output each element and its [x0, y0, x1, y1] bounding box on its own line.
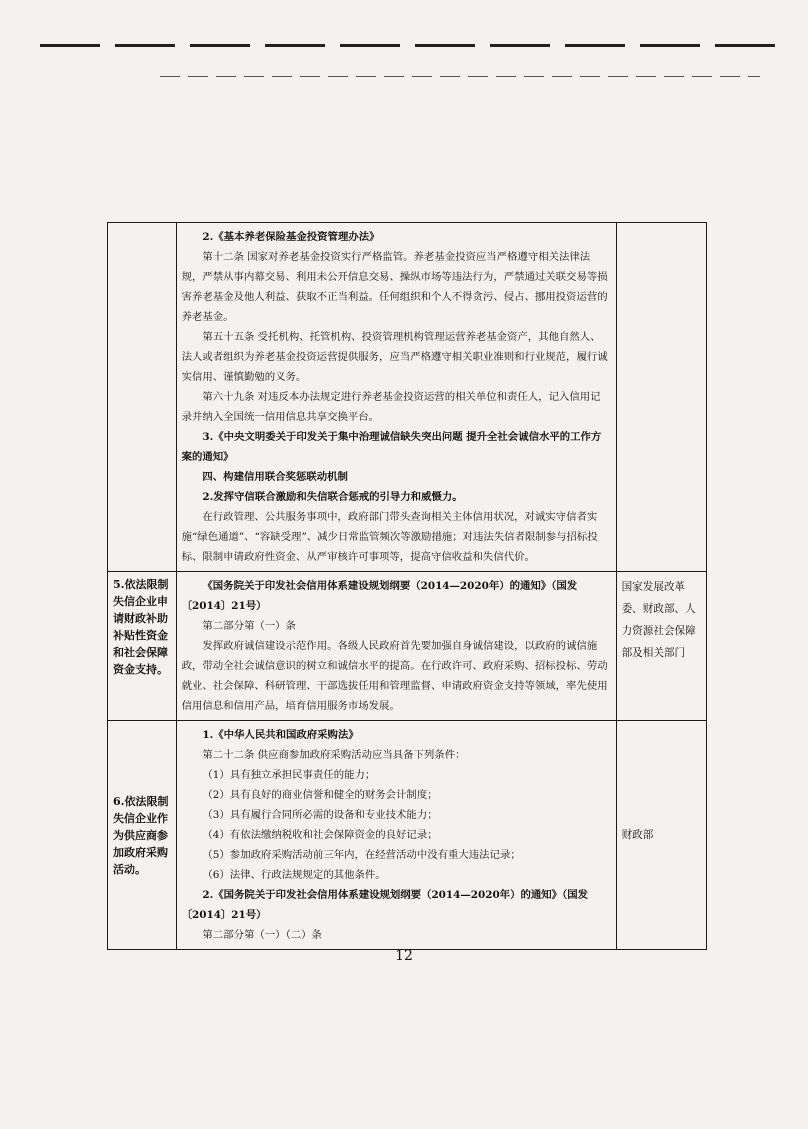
basis-line: （5）参加政府采购活动前三年内，在经营活动中没有重大违法记录；	[202, 849, 521, 861]
basis-line: 第二部分第（一）条	[202, 620, 296, 632]
basis-line: 《国务院关于印发社会信用体系建设规划纲要（2014—2020年）的通知》（国发〔2014〕21号）	[181, 580, 578, 612]
basis-line: 第六十九条 对违反本办法规定进行养老基金投资运营的相关单位和责任人，记入信用记录并纳入全国统一信用信息共享交换平台。	[181, 391, 601, 423]
legal-basis-cell	[176, 572, 616, 721]
legal-basis-cell	[176, 223, 616, 572]
basis-line: （2）具有良好的商业信誉和健全的财务会计制度；	[202, 789, 438, 801]
basis-line: 四、构建信用联合奖惩联动机制	[202, 471, 348, 483]
department-cell: 财政部	[616, 721, 706, 950]
basis-line: 发挥政府诚信建设示范作用。各级人民政府首先要加强自身诚信建设，以政府的诚信施政，带动全社会诚信意识的树立和诚信水平的提高。在行政许可、政府采购、招标投标、劳动就业、社会保障、科研管理、干部选拔任用和管理监督、申请政府资金支持等领域，率先使用信用信息和信用产品，培育信用服务市场发展。	[181, 640, 608, 712]
measure-cell: 5.依法限制失信企业申请财政补助补贴性资金和社会保障资金支持。	[108, 572, 177, 721]
basis-line: 3.《中央文明委关于印发关于集中治理诚信缺失突出问题 提升全社会诚信水平的工作方案的通知》	[181, 431, 602, 463]
table-row	[108, 572, 707, 721]
measure-cell: 6.依法限制失信企业作为供应商参加政府采购活动。	[108, 721, 177, 950]
basis-line: 第五十五条 受托机构、托管机构、投资管理机构管理运营养老基金资产，其他自然人、法人或者组织为养老基金投资运营提供服务，应当严格遵守相关职业准则和行业规范，履行诚实信用、谨慎勤勉的义务。	[181, 331, 608, 383]
basis-line: （4）有依法缴纳税收和社会保障资金的良好记录；	[202, 829, 438, 841]
basis-line: 1.《中华人民共和国政府采购法》	[202, 729, 359, 741]
department-cell	[616, 223, 706, 572]
scan-artifact-top	[40, 44, 780, 47]
scan-artifact-second	[160, 76, 760, 77]
regulation-table	[107, 222, 707, 950]
basis-line: 2.《基本养老保险基金投资管理办法》	[202, 231, 380, 243]
basis-line: 2.《国务院关于印发社会信用体系建设规划纲要（2014—2020年）的通知》（国发〔2014〕21号）	[181, 889, 588, 921]
basis-line: 2.发挥守信联合激励和失信联合惩戒的引导力和威慑力。	[202, 491, 463, 503]
legal-basis-cell	[176, 721, 616, 950]
basis-line: 第十二条 国家对养老基金投资实行严格监管。养老基金投资应当严格遵守相关法律法规，严禁从事内幕交易、利用未公开信息交易、操纵市场等违法行为，严禁通过关联交易等损害养老基金及他人利益、获取不正当利益。任何组织和个人不得贪污、侵占、挪用投资运营的养老基金。	[181, 251, 608, 323]
page-number: 12	[395, 948, 413, 964]
department-cell: 国家发展改革委、财政部、人力资源社会保障部及相关部门	[616, 572, 706, 721]
basis-line: （6）法律、行政法规规定的其他条件。	[202, 869, 386, 881]
measure-cell	[108, 223, 177, 572]
basis-line: 在行政管理、公共服务事项中，政府部门带头查询相关主体信用状况，对诚实守信者实施“绿色通道”、“容缺受理”、减少日常监管频次等激励措施；对违法失信者限制参与招标投标、限制申请政府性资金、从严审核许可事项等，提高守信收益和失信代价。	[181, 511, 598, 563]
basis-line: 第二十二条 供应商参加政府采购活动应当具备下列条件：	[202, 749, 466, 761]
table-row	[108, 721, 707, 950]
table-row	[108, 223, 707, 572]
basis-line: 第二部分第（一）（二）条	[202, 929, 322, 941]
basis-line: （1）具有独立承担民事责任的能力；	[202, 769, 376, 781]
basis-line: （3）具有履行合同所必需的设备和专业技术能力；	[202, 809, 438, 821]
